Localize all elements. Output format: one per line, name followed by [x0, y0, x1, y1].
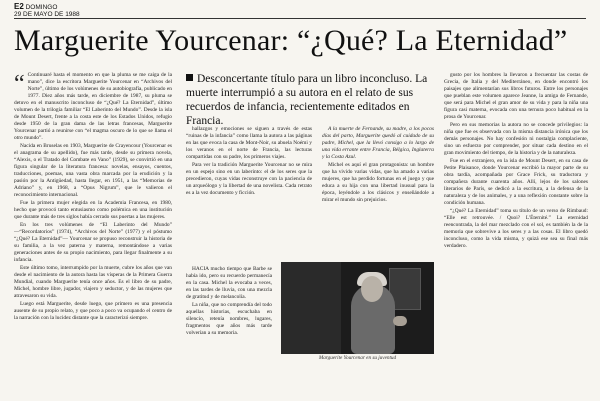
- paragraph: Este último tomo, interrumpido por la muerte, cubre los años que van desde el nacimiento de la autora hasta las vísperas de la Primera Guerra Mundial, cuando Marguerite tenía once años. Es el libro de su padre, Michel, hombre libre, jugador, viajero y seductor, y de las mujeres que atravesaron su vida.: [14, 265, 172, 299]
- headline: Marguerite Yourcenar: “¿Qué? La Eternidad”: [14, 24, 568, 57]
- masthead-line-2: 29 DE: [14, 11, 33, 18]
- paragraph: Michel es aquí el gran protagonista: un hombre que ha vivido varias vidas, que ha amado a varias mujeres, que ha perdido fortunas en el juego y que educa a su hija con una libertad inusual para la época, leyéndole a los clásicos y enseñándole a mirar el mundo sin prejuicios.: [322, 162, 434, 203]
- subhead: [186, 72, 431, 128]
- column-3: [322, 126, 434, 256]
- paragraph: La niña, que no comprendía del todo aquellas historias, escuchaba en silencio, retenía nombres, lugares, fragmentos que años más tarde volverían a su memoria.: [186, 302, 272, 336]
- paragraph: Pero en sus memorias la autora no se concede privilegios: la niña que fue es observada con la misma distancia irónica que los demás personajes. No hay confesión ni nostalgia complaciente, sino un esfuerzo por comprender, por situar cada destino en el gran movimiento del tiempo, de la historia y de la naturaleza.: [444, 122, 588, 156]
- photo-caption: Marguerite Yourcenar en su juventud: [318, 355, 397, 361]
- column-1: [14, 72, 172, 394]
- paragraph: Luego está Marguerite, desde luego, que primero es una presencia ausente de su propio relato, y que poco a poco va ocupando el centro de la narración con la lucidez distante que la caracterizó siempre.: [14, 301, 172, 321]
- open-quote-icon: “: [14, 72, 25, 97]
- paragraph: Para ver la tradición Marguerite Yourcenar no se mira en un espejo sino en un laberinto: el de los seres que la precedieron, cuyas vidas reconstruye con la paciencia de un arqueólogo y la libertad de una novelista. Cada retrato es a la vez documento y ficción.: [186, 162, 312, 196]
- paragraph: HACIA mucho tiempo que Barbe se había ido, pero su recuerdo permanecía en la casa. Michel la evocaba a veces, en las tardes de lluvia, con una mezcla de gratitud y de melancolía.: [186, 266, 272, 300]
- column-4: [444, 72, 588, 394]
- masthead: [14, 3, 80, 18]
- page-number: E2: [14, 2, 24, 11]
- column-2: [186, 126, 312, 256]
- paragraph: A la muerte de Fernande, su madre, a los pocos días del parto, Marguerite quedó al cuidado de su padre, Michel, que la llevó consigo a lo largo de una vida errante entre Francia, Bélgica, Inglaterra y la Costa Azul.: [322, 126, 434, 160]
- paragraph: hallazgos y emociones se siguen a través de estas “ruinas de la infancia” como llama la autora a las páginas en las que evoca la casa de Mont-Noir, su abuela Noémi y los veranos en el norte de Francia, las lecturas compartidas con su padre, los primeros viajes.: [186, 126, 312, 160]
- author-photo: [281, 262, 434, 354]
- paragraph: gusto por los hombres la llevaron a frecuentar las costas de Grecia, de Italia y del Mediterráneo, en donde encontró los paisajes que alimentarían sus libros futuros. Entre los personajes que pueblan este volumen aparece Jeanne, la amiga de Fernande, que será para Michel el gran amor de su vida y para la niña una figura casi materna, evocada con una ternura poco habitual en la prosa de Yourcenar.: [444, 72, 588, 120]
- paragraph: “¿Qué? La Eternidad” toma su título de un verso de Rimbaud: “Elle est retrouvée. / Quoi? L'Éternité.” La eternidad reencontrada, la del mar mezclado con el sol, es también la de la memoria que sobrevive a los seres y a las cosas. El libro quedó inconcluso, como la vida misma, y quizá ese sea su final más verdadero.: [444, 208, 588, 249]
- bullet-icon: [186, 74, 193, 81]
- masthead-line-1: DOMINGO: [25, 4, 58, 11]
- subhead-text: Desconcertante título para un libro inconcluso. La muerte interrumpió a su autora en el relato de sus recuerdos de infancia, recientemente editados en Francia.: [186, 73, 428, 127]
- column-5: [186, 266, 272, 394]
- paragraph: Fue en el extranjero, en la isla de Mount Desert, en su casa de Petite Plaisance, donde Yourcenar escribió la mayor parte de su obra tardía, acompañada por Grace Frick, su traductora y compañera durante cuarenta años. Allí, lejos de los salones literarios de París, se dedicó a la escritura, a la defensa de la naturaleza y de los animales, y a una reflexión constante sobre la condición humana.: [444, 158, 588, 206]
- paragraph: En los tres volúmenes de “El Laberinto del Mundo” —“Recordatorios” (1974), “Archivos del Norte” (1977) y el póstumo “¿Qué? La Eternidad”— Yourcenar se propuso reconstruir la historia de su familia, a la vez paterna y materna, remontándose a varias generaciones antes de su propio nacimiento, para llegar finalmente a su infancia.: [14, 222, 172, 263]
- paragraph: Nacida en Bruselas en 1903, Marguerite de Crayencour (Yourcenar es el anagrama de su apellido), fue más tarde, desde su primera novela, “Alexis, o el Tratado del Combate en Vano” (1929), se convirtió en una figura singular de la literatura francesa: novelas, ensayos, cuentos, traducciones, poemas, una vasta obra marcada por la erudición y la pasión por la Antigüedad, hasta llegar, en 1951, a las “Memorias de Adriano” y, en 1968, a “Opus Nigrum”, que le valieron el reconocimiento internacional.: [14, 143, 172, 198]
- masthead-line-3: MAYO DE 1988: [33, 11, 80, 18]
- paragraph: Fue la primera mujer elegida en la Academia Francesa, en 1980, hecho que provocó tanto entusiasmo como polémica en una institución que durante más de tres siglos había cerrado sus puertas a las mujeres.: [14, 200, 172, 220]
- top-rule: [14, 18, 586, 19]
- paragraph: “ Continuaré hasta el momento en que la pluma se me caiga de la mano”, dice la escritora Marguerite Yourcenar en “Archivos del Norte”, último de los volúmenes de su autobiografía, publicado en 1977. Diez años más tarde, en diciembre de 1987, su pluma se detuvo en el manuscrito inconcluso de “¿Qué? La Eternidad”, último volumen de la trilogía familiar “El Laberinto del Mundo”. Desde la isla de Mount Desert, frente a la costa este de los Estados Unidos, refugio desde 1950 de la gran dama de las letras francesas, Marguerite Yourcenar partió a reunirse con “el magma oscuro de lo que se llama el otro mundo”.: [14, 72, 172, 141]
